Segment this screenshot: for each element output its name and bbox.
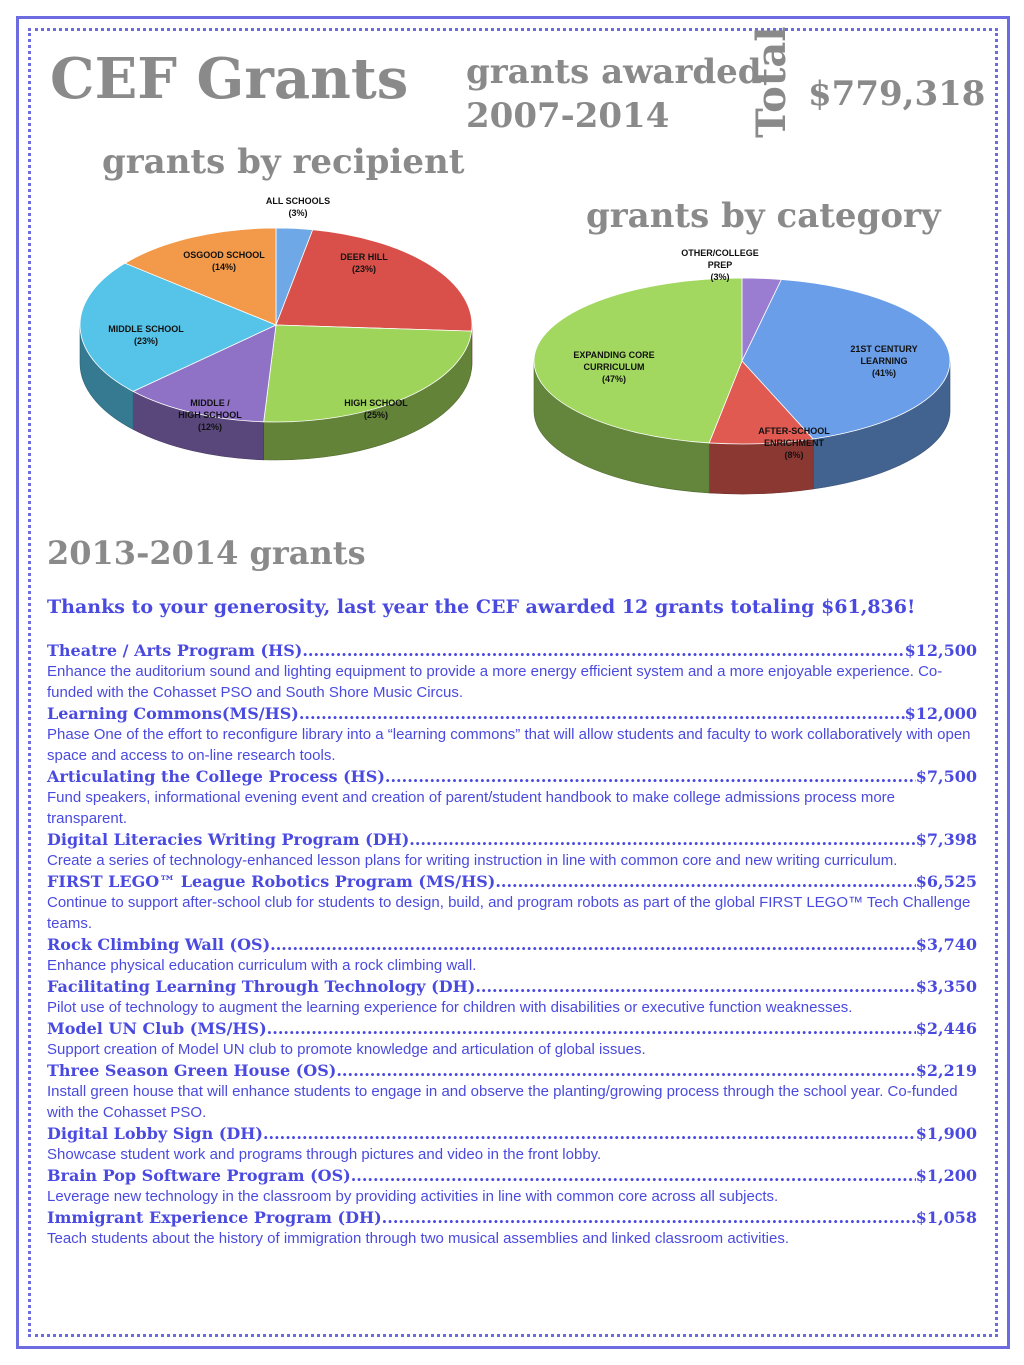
pie-slice-label: 21ST CENTURY LEARNING (41%) xyxy=(850,344,918,378)
recipient-pie-chart xyxy=(70,190,490,500)
grant-description: Teach students about the history of immigration through two musical assemblies and linked classroom activities. xyxy=(47,1230,790,1247)
grant-amount: $1,058 xyxy=(915,1208,977,1227)
grant-header xyxy=(47,871,977,892)
grant-name: Articulating the College Process (HS) xyxy=(47,767,385,786)
pie-slice-label: MIDDLE / HIGH SCHOOL (12%) xyxy=(178,398,242,432)
grant-name: Digital Lobby Sign (DH) xyxy=(47,1124,263,1143)
grant-name: Three Season Green House (OS) xyxy=(47,1061,337,1080)
dot-leader xyxy=(270,934,916,955)
grant-item xyxy=(47,703,977,766)
dot-leader xyxy=(351,1165,916,1186)
grant-amount: $3,740 xyxy=(915,935,977,954)
grant-amount: $1,900 xyxy=(915,1124,977,1143)
grant-item xyxy=(47,976,977,1018)
grant-header xyxy=(47,1018,977,1039)
pie-slice-label: OTHER/COLLEGE PREP (3%) xyxy=(681,248,759,282)
total-value: $779,318 xyxy=(808,74,986,114)
grant-name: FIRST LEGO™ League Robotics Program (MS/HS) xyxy=(47,872,496,891)
pie-slice-label: MIDDLE SCHOOL (23%) xyxy=(108,324,184,346)
dot-leader xyxy=(495,871,915,892)
grant-header xyxy=(47,1123,977,1144)
grant-list xyxy=(47,640,977,1249)
grant-header xyxy=(47,640,977,661)
grant-description: Fund speakers, informational evening event and creation of parent/student handbook to make college admissions process more transparent. xyxy=(47,789,895,827)
grant-header xyxy=(47,1165,977,1186)
dot-leader xyxy=(263,1123,916,1144)
grant-amount: $1,200 xyxy=(915,1166,977,1185)
thanks-statement: Thanks to your generosity, last year the CEF awarded 12 grants totaling $61,836! xyxy=(47,596,916,618)
grant-description: Leverage new technology in the classroom by providing activities in line with common core across all subjects. xyxy=(47,1188,779,1205)
grant-description: Install green house that will enhance students to engage in and observe the planting/growing process through the school year. Co-funded with the Cohasset PSO. xyxy=(47,1083,958,1121)
pie-slice-label: DEER HILL (23%) xyxy=(340,252,388,274)
grant-item xyxy=(47,829,977,871)
grant-header xyxy=(47,976,977,997)
grant-amount: $7,500 xyxy=(915,767,977,786)
grants-awarded-line: grants awarded xyxy=(466,52,762,92)
grant-item xyxy=(47,766,977,829)
grant-header xyxy=(47,934,977,955)
pie-slice-label: AFTER-SCHOOL ENRICHMENT (8%) xyxy=(758,426,830,460)
dot-leader xyxy=(336,1060,915,1081)
grant-description: Enhance physical education curriculum with a rock climbing wall. xyxy=(47,957,477,974)
grant-amount: $7,398 xyxy=(915,830,977,849)
dot-leader xyxy=(267,1018,916,1039)
grant-description: Phase One of the effort to reconfigure library into a “learning commons” that will allow students and faculty to work collaboratively with open space and access to on-line research tools. xyxy=(47,726,971,764)
pie-slice-label: ALL SCHOOLS (3%) xyxy=(265,196,331,218)
grant-description: Showcase student work and programs through pictures and video in the front lobby. xyxy=(47,1146,602,1163)
grant-item xyxy=(47,1018,977,1060)
grant-header xyxy=(47,1060,977,1081)
grant-name: Learning Commons(MS/HS) xyxy=(47,704,299,723)
grant-name: Model UN Club (MS/HS) xyxy=(47,1019,267,1038)
year-heading: 2013-2014 grants xyxy=(47,534,366,572)
grant-header xyxy=(47,1207,977,1228)
grant-name: Brain Pop Software Program (OS) xyxy=(47,1166,351,1185)
grant-name: Digital Literacies Writing Program (DH) xyxy=(47,830,410,849)
grant-amount: $6,525 xyxy=(915,872,977,891)
grant-description: Enhance the auditorium sound and lighting equipment to provide a more energy efficient system and a more enjoyable experience. Co-funded with the Cohasset PSO and South Shore Music Circus. xyxy=(47,663,943,701)
grants-awarded-caption xyxy=(466,50,762,138)
grant-name: Facilitating Learning Through Technology (DH) xyxy=(47,977,476,996)
grant-item xyxy=(47,934,977,976)
dot-leader xyxy=(382,1207,916,1228)
grant-amount: $2,446 xyxy=(915,1019,977,1038)
grant-name: Theatre / Arts Program (HS) xyxy=(47,641,303,660)
grant-item xyxy=(47,1060,977,1123)
pie-slice-label: EXPANDING CORE CURRICULUM (47%) xyxy=(573,350,655,384)
grants-awarded-years: 2007-2014 xyxy=(466,96,670,136)
total-label: Total xyxy=(748,26,795,138)
grant-amount: $12,000 xyxy=(904,704,977,723)
grant-amount: $12,500 xyxy=(904,641,977,660)
grant-amount: $2,219 xyxy=(915,1061,977,1080)
grant-header xyxy=(47,703,977,724)
recipient-chart-title: grants by recipient xyxy=(102,142,465,182)
grant-item xyxy=(47,1207,977,1249)
pie-slice-label: HIGH SCHOOL (25%) xyxy=(344,398,408,420)
dot-leader xyxy=(475,976,915,997)
grant-name: Immigrant Experience Program (DH) xyxy=(47,1208,382,1227)
category-chart-title: grants by category xyxy=(586,196,941,236)
dot-leader xyxy=(302,640,904,661)
grant-description: Create a series of technology-enhanced lesson plans for writing instruction in line with common core and new writing curriculum. xyxy=(47,852,898,869)
dot-leader xyxy=(385,766,916,787)
grant-header xyxy=(47,766,977,787)
grant-item xyxy=(47,640,977,703)
grant-amount: $3,350 xyxy=(915,977,977,996)
grant-name: Rock Climbing Wall (OS) xyxy=(47,935,271,954)
pie-slice-label: OSGOOD SCHOOL (14%) xyxy=(183,250,265,272)
page-title: CEF Grants xyxy=(50,46,409,112)
dot-leader xyxy=(299,703,905,724)
grant-description: Support creation of Model UN club to promote knowledge and articulation of global issues. xyxy=(47,1041,646,1058)
dot-leader xyxy=(409,829,916,850)
grant-description: Continue to support after-school club for students to design, build, and program robots as part of the global FIRST LEGO™ Tech Challenge teams. xyxy=(47,894,971,932)
category-pie-chart xyxy=(528,244,968,514)
grant-item xyxy=(47,1165,977,1207)
grant-description: Pilot use of technology to augment the learning experience for children with disabilities or executive function weaknesses. xyxy=(47,999,853,1016)
grant-header xyxy=(47,829,977,850)
grant-item xyxy=(47,1123,977,1165)
grant-item xyxy=(47,871,977,934)
